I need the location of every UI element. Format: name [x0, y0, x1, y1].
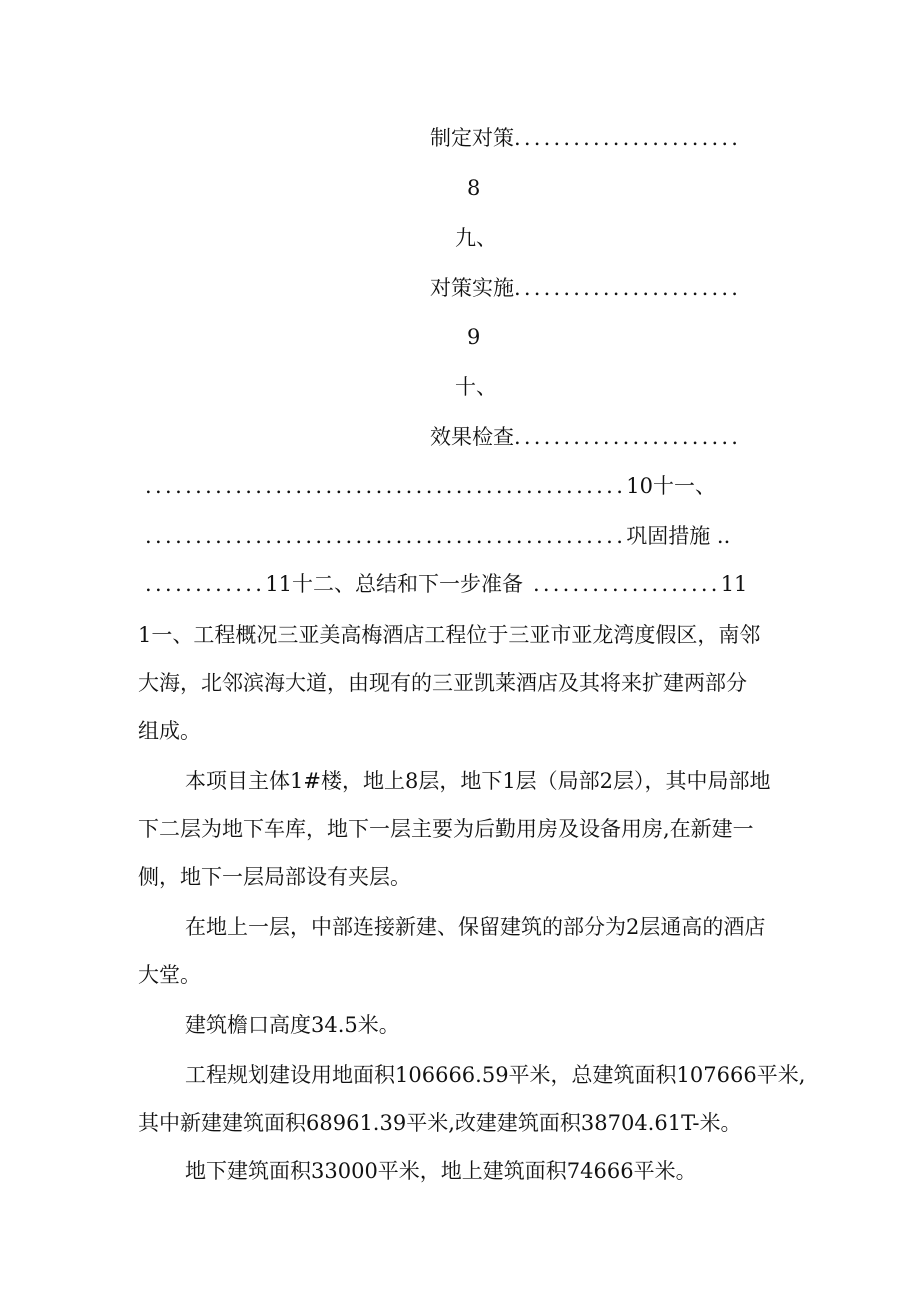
paragraph-line: 地下建筑面积33000平米，地上建筑面积74666平米。	[185, 1159, 697, 1183]
toc-leader-dots: ................................................	[145, 524, 627, 548]
toc-page-number: 11	[720, 572, 748, 596]
paragraph-line: 下二层为地下车库，地下一层主要为后勤用房及设备用房,在新建一	[138, 817, 754, 841]
toc-section-number: 九、	[455, 226, 497, 250]
toc-entry-text: 巩固措施 ..	[626, 524, 731, 548]
toc-entry-title: 制定对策	[430, 126, 514, 150]
paragraph-line: 本项目主体1#楼，地上8层，地下1层（局部2层），其中局部地	[185, 769, 771, 793]
toc-leader-dots: .......................	[514, 425, 742, 449]
toc-page-number: 8	[467, 176, 481, 200]
toc-page-number: 9	[467, 325, 481, 349]
toc-entry-9[interactable]	[430, 273, 741, 303]
toc-section-number: 十、	[455, 375, 497, 399]
paragraph-line: 建筑檐口高度34.5米。	[185, 1013, 400, 1037]
paragraph-line: 工程规划建设用地面积106666.59平米，总建筑面积107666平米,	[185, 1063, 806, 1087]
paragraph-line: 大海，北邻滨海大道，由现有的三亚凯莱酒店及其将来扩建两部分	[138, 671, 747, 695]
paragraph-line: 在地上一层，中部连接新建、保留建筑的部分为2层通高的酒店	[185, 915, 766, 939]
toc-entry-10[interactable]	[430, 422, 741, 452]
paragraph-line: 1一、工程概况三亚美高梅酒店工程位于三亚市亚龙湾度假区，南邻	[138, 623, 761, 647]
toc-entry-title: 效果检查	[430, 425, 514, 449]
toc-entry-11[interactable]	[145, 471, 716, 501]
toc-leader-dots: ................................................	[145, 474, 627, 498]
toc-leader-dots: ...................	[533, 572, 721, 596]
paragraph-line: 侧，地下一层局部设有夹层。	[138, 865, 411, 889]
paragraph-line: 其中新建建筑面积68961.39平米,改建建筑面积38704.61T-米。	[138, 1111, 742, 1135]
toc-entry-title: 对策实施	[430, 276, 514, 300]
toc-entry-12[interactable]	[145, 569, 747, 599]
toc-entry-8[interactable]	[430, 123, 741, 153]
toc-leader-dots: ............	[145, 572, 266, 596]
toc-entry-11-title[interactable]	[145, 521, 730, 551]
toc-leader-dots: .......................	[514, 126, 742, 150]
paragraph-line: 组成。	[138, 719, 201, 743]
toc-entry-text: 10十一、	[626, 474, 716, 498]
paragraph-line: 大堂。	[138, 963, 201, 987]
toc-entry-text: 11十二、总结和下一步准备	[265, 572, 524, 596]
toc-leader-dots: .......................	[514, 276, 742, 300]
